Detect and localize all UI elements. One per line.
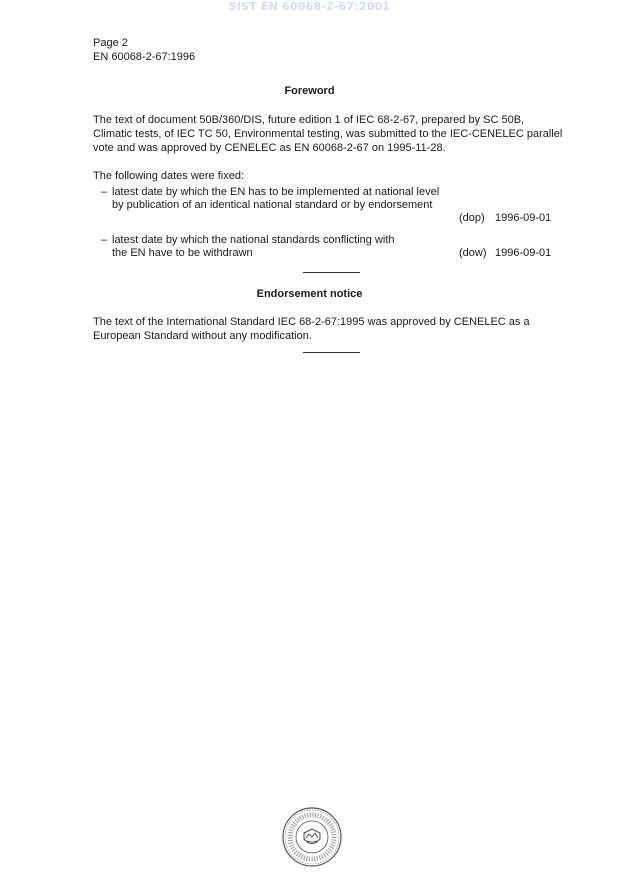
date-item-dop <box>101 186 566 224</box>
watermark-text: SIST EN 60068-2-67:2001 <box>228 0 391 13</box>
list-dash: – <box>101 234 108 246</box>
document-id: EN 60068-2-67:1996 <box>93 51 196 63</box>
date-item-dow <box>101 234 566 260</box>
endorsement-title: Endorsement notice <box>256 288 363 300</box>
date-item-text: latest date by which the EN has to be implemented at national level by publication of an identical national standard or by endorsement <box>112 186 440 211</box>
institute-seal-stamp-icon <box>281 806 343 868</box>
date-item-date: 1996-09-01 <box>495 247 552 259</box>
date-item-date: 1996-09-01 <box>495 212 552 224</box>
date-item-code: (dop) <box>459 212 485 224</box>
page-number: Page 2 <box>93 37 128 49</box>
endorsement-paragraph: The text of the International Standard IEC 68-2-67:1995 was approved by CENELEC as a European Standard without any modification. <box>93 316 530 342</box>
section-divider <box>303 272 360 273</box>
end-divider <box>303 352 360 353</box>
foreword-paragraph: The text of document 50B/360/DIS, future edition 1 of IEC 68-2-67, prepared by SC 50B, Climatic tests, of IEC TC 50, Environmental testing, was submitted to the IEC-CENELEC parallel vote and was approved by CENELEC as EN 60068-2-67 on 1995-11-28. <box>93 114 563 154</box>
dates-intro: The following dates were fixed: <box>93 170 245 182</box>
date-item-code: (dow) <box>459 247 487 259</box>
foreword-title: Foreword <box>284 85 335 97</box>
list-dash: – <box>101 186 108 198</box>
page-header <box>93 36 195 64</box>
date-item-text: latest date by which the national standards conflicting with the EN have to be withdrawn <box>112 234 395 259</box>
